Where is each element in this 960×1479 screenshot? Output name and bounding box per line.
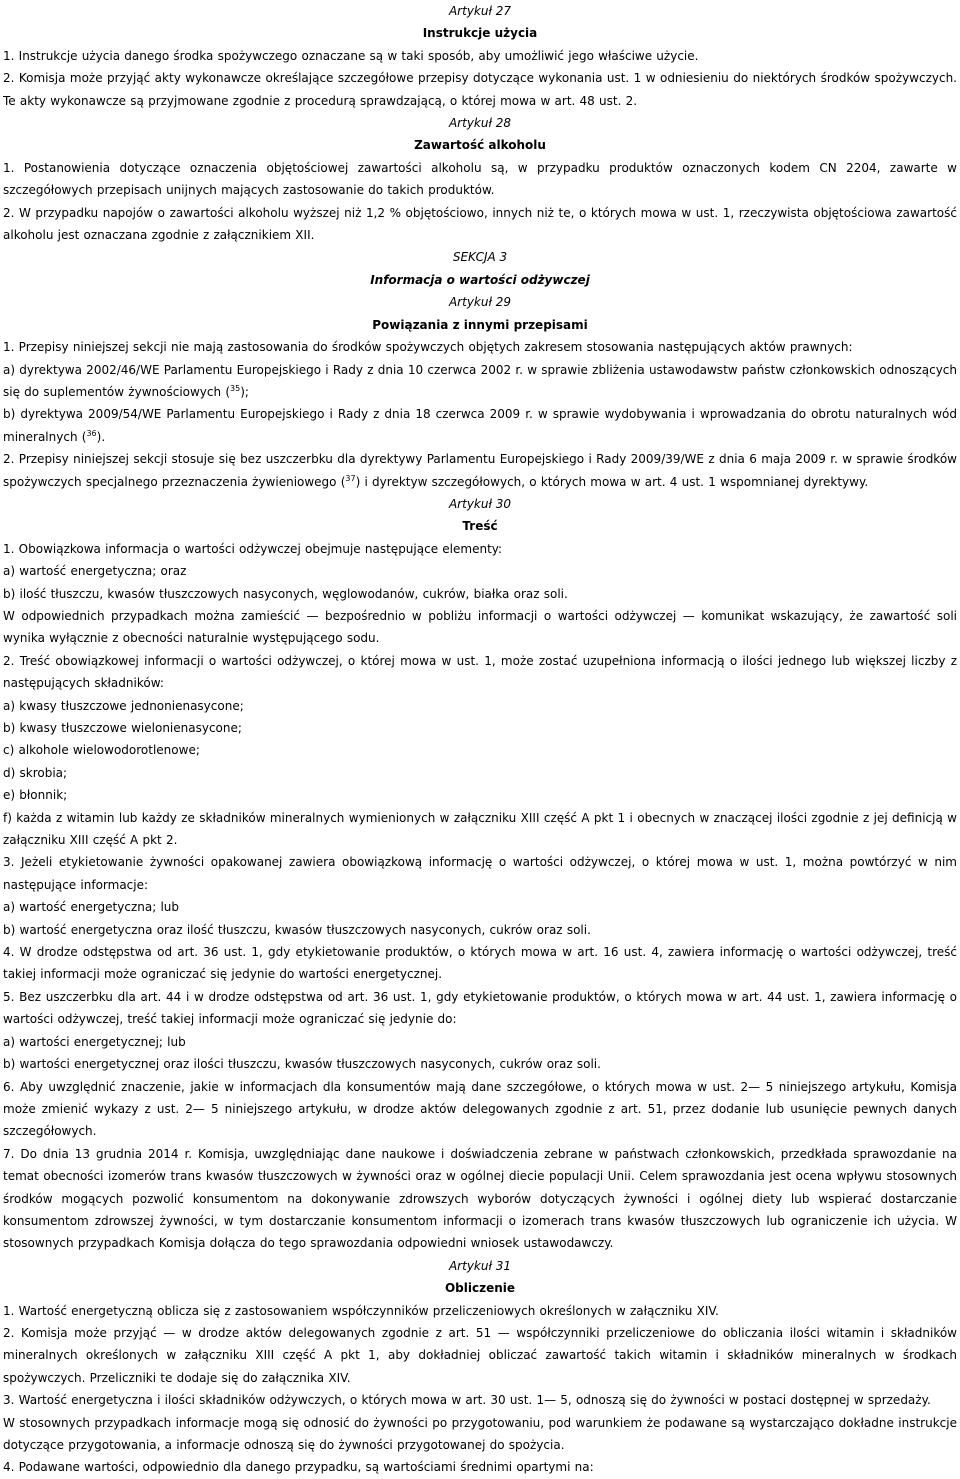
paragraph: c) alkohole wielowodorotlenowe; [3,743,200,758]
paragraph: W stosownych przypadkach informacje mogą się odnosić do żywności po przygotowaniu, pod warunkiem że podawane są wystarczająco dokładne instrukcje dotyczące przygotowania, a informacje odnoszą się do żywności przygotowanej do spożycia. [3,1415,957,1452]
paragraph: 6. Aby uwzględnić znaczenie, jakie w informacjach dla konsumentów mają dane szczegółowe, o których mowa w ust. 2— 5 niniejszego artykułu, Komisja może zmienić wykazy z ust. 2— 5 niniejszego artykułu, w drodze aktów delegowanych zgodnie z art. 51, przez dodanie lub usunięcie pewnych danych szczegółowych. [3,1079,957,1139]
article-title: Powiązania z innymi przepisami [372,317,588,332]
paragraph: 1. Postanowienia dotyczące oznaczenia objętościowej zawartości alkoholu są, w przypadku produktów oznaczonych kodem CN 2204, zawarte w szczegółowych przepisach unijnych mających zastosowanie do takich produktów. [3,160,957,198]
paragraph: e) błonnik; [3,788,68,803]
paragraph: 2. Komisja może przyjąć akty wykonawcze określające szczegółowe przepisy dotyczące wykonania ust. 1 w odniesieniu do niektórych środków spożywczych. Te akty wykonawcze są przyjmowane zgodnie z procedurą sprawdzającą, o której mowa w art. 48 ust. 2. [3,71,957,108]
article-title: Treść [462,519,498,534]
paragraph: b) ilość tłuszczu, kwasów tłuszczowych nasyconych, węglowodanów, cukrów, białka oraz soli. [3,586,568,601]
article-heading: Artykuł 29 [448,295,512,310]
paragraph: 5. Bez uszczerbku dla art. 44 i w drodze odstępstwa od art. 36 ust. 1, gdy etykietowanie produktów, o których mowa w art. 44 ust. 1, zawiera informację o wartości odżywczej, treść takiej informacji może ograniczać się jedynie do: [3,989,957,1027]
paragraph-text: b) dyrektywa 2009/54/WE Parlamentu Europejskiego i Rady z dnia 18 czerwca 2009 r. w sprawie wydobywania i wprowadzania do obrotu naturalnych wód mineralnych ( [3,407,957,444]
paragraph [3,448,957,493]
paragraph: a) wartości energetycznej; lub [3,1034,186,1049]
paragraph: a) kwasy tłuszczowe jednonienasycone; [3,698,244,713]
paragraph: 3. Wartość energetyczna i ilości składników odżywczych, o których mowa w art. 30 ust. 1— 5, odnoszą się do żywności w postaci dostępnej w sprzedaży. [3,1393,931,1408]
paragraph: 1. Instrukcje użycia danego środka spożywczego oznaczane są w taki sposób, aby umożliwić jego właściwe użycie. [3,48,699,63]
paragraph: b) wartości energetycznej oraz ilości tłuszczu, kwasów tłuszczowych nasyconych, cukrów oraz soli. [3,1057,601,1072]
article-heading: Artykuł 30 [448,496,512,511]
paragraph: 2. Komisja może przyjąć — w drodze aktów delegowanych zgodnie z art. 51 — współczynniki przeliczeniowe do obliczania ilości witamin i składników mineralnych określonych w załączniku XIII część A pkt 1, aby dokładniej obliczać zawartość takich witamin i składników mineralnych w środkach spożywczych. Przeliczniki te dodaje się do załącznika XIV. [3,1325,957,1385]
footnote-reference[interactable]: 35 [230,383,241,393]
section-title: Informacja o wartości odżywczej [370,272,590,287]
paragraph: 2. Treść obowiązkowej informacji o wartości odżywczej, o której mowa w ust. 1, może zostać uzupełniona informacją o ilości jednego lub większej liczby z następujących składników: [3,653,957,691]
paragraph-text: ); [240,384,249,399]
paragraph-text: ). [96,429,106,444]
article-heading: SEKCJA 3 [452,250,508,265]
paragraph [3,403,957,448]
paragraph: 4. W drodze odstępstwa od art. 36 ust. 1, gdy etykietowanie produktów, o których mowa w art. 16 ust. 4, zawiera informację o wartości odżywczej, treść takiej informacji może ograniczać się jedynie do wartości energetycznej. [3,945,957,982]
paragraph: a) wartość energetyczna; lub [3,900,180,915]
article-heading: Artykuł 28 [448,116,512,131]
paragraph: f) każda z witamin lub każdy ze składników mineralnych wymienionych w załączniku XIII część A pkt 1 i obecnych w znaczącej ilości zgodnie z jej definicją w załączniku XIII część A pkt 2. [3,810,957,848]
paragraph: a) wartość energetyczna; oraz [3,564,187,579]
paragraph-text: 2. Przepisy niniejszej sekcji stosuje się bez uszczerbku dla dyrektywy Parlamentu Europejskiego i Rady 2009/39/WE z dnia 6 maja 2009 r. w sprawie środków spożywczych specjalnego przeznaczenia żywieniowego ( [3,452,957,489]
footnote-reference[interactable]: 36 [86,428,97,438]
article-title: Obliczenie [444,1281,516,1296]
article-title: Instrukcje użycia [422,26,538,41]
paragraph: d) skrobia; [3,765,68,780]
paragraph: 3. Jeżeli etykietowanie żywności opakowanej zawiera obowiązkową informację o wartości odżywczej, o której mowa w ust. 1, można powtórzyć w nim następujące informacje: [3,855,957,892]
article-title: Zawartość alkoholu [414,138,546,153]
paragraph: 1. Przepisy niniejszej sekcji nie mają zastosowania do środków spożywczych objętych zakresem stosowania następujących aktów prawnych: [3,340,853,355]
paragraph: 1. Wartość energetyczną oblicza się z zastosowaniem współczynników przeliczeniowych określonych w załączniku XIV. [3,1303,719,1318]
footnote-reference[interactable]: 37 [345,473,356,483]
paragraph-text: a) dyrektywa 2002/46/WE Parlamentu Europejskiego i Rady z dnia 10 czerwca 2002 r. w sprawie zbliżenia ustawodawstw państw członkowskich odnoszących się do suplementów żywnościowych ( [3,362,957,399]
article-heading: Artykuł 31 [448,1258,512,1273]
paragraph: 2. W przypadku napojów o zawartości alkoholu wyższej niż 1,2 % objętościowo, innych niż te, o których mowa w ust. 1, rzeczywista objętościowa zawartość alkoholu jest oznaczana zgodnie z załącznikiem XII. [3,205,957,243]
paragraph: b) kwasy tłuszczowe wielonienasycone; [3,721,242,735]
article-heading: Artykuł 27 [448,4,512,18]
paragraph: W odpowiednich przypadkach można zamieścić — bezpośrednio w pobliżu informacji o wartości odżywczej — komunikat wskazujący, że zawartość soli wynika wyłącznie z obecności naturalnie występującego sodu. [3,608,957,646]
paragraph [3,359,957,404]
paragraph: 4. Podawane wartości, odpowiednio dla danego przypadku, są wartościami średnimi opartymi na: [3,1460,594,1475]
paragraph: 1. Obowiązkowa informacja o wartości odżywczej obejmuje następujące elementy: [3,541,503,556]
paragraph: 7. Do dnia 13 grudnia 2014 r. Komisja, uwzględniając dane naukowe i doświadczenia zebrane w państwach członkowskich, przedkłada sprawozdanie na temat obecności izomerów trans kwasów tłuszczowych w żywności oraz w ogólnej diecie populacji Unii. Celem sprawozdania jest ocena wpływu stosownych środków mogących pozwolić konsumentom na dokonywanie zdrowszych wyborów dotyczących żywności i ogólnej diety lub wspierać dostarczanie konsumentom zdrowszej żywności, w tym dostarczanie konsumentom informacji o izomerach trans kwasów tłuszczowych lub ograniczenie ich użycia. W stosownych przypadkach Komisja dołącza do tego sprawozdania odpowiedni wniosek ustawodawczy. [3,1146,957,1251]
paragraph: b) wartość energetyczna oraz ilość tłuszczu, kwasów tłuszczowych nasyconych, cukrów oraz soli. [3,922,591,937]
paragraph-text: ) i dyrektyw szczegółowych, o których mowa w art. 4 ust. 1 wspomnianej dyrektywy. [355,474,869,489]
